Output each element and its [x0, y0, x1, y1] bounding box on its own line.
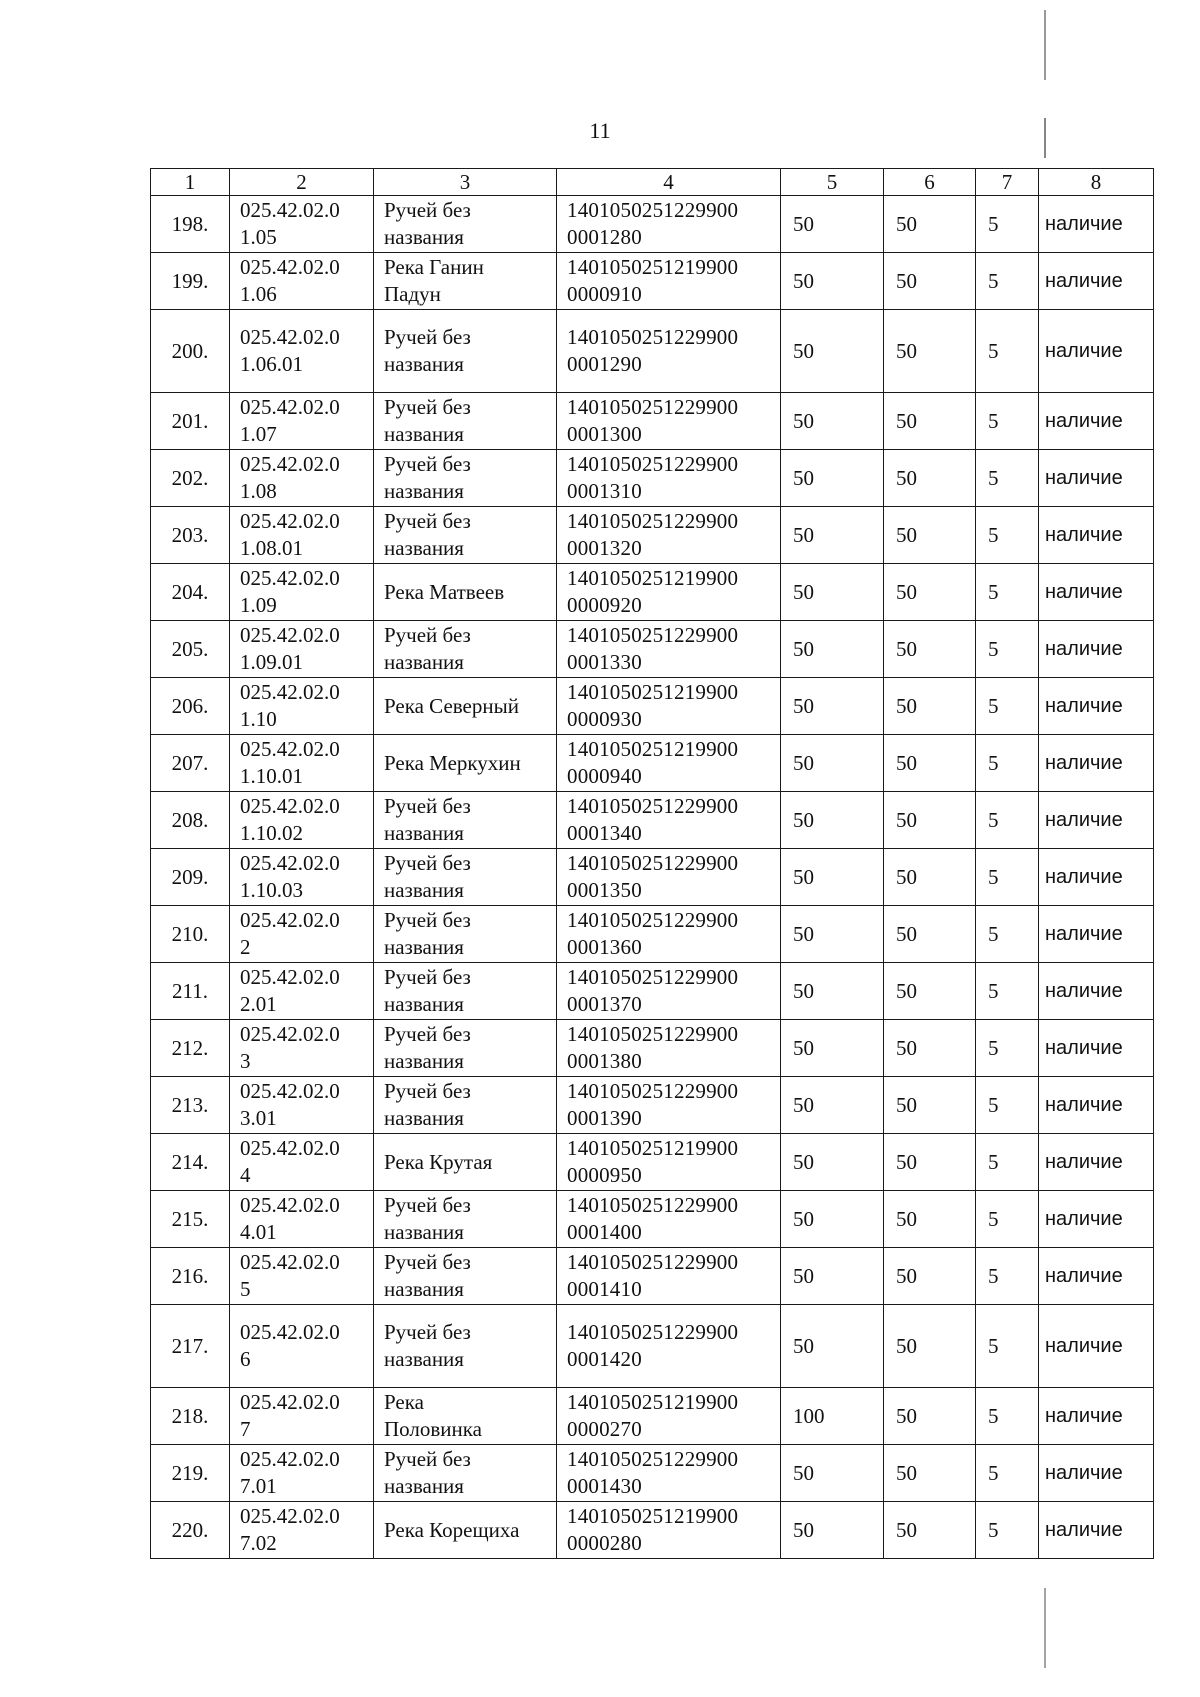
- header-col-7: 7: [976, 169, 1039, 196]
- row-number-cell: 206.: [151, 678, 230, 735]
- row-number-cell: 219.: [151, 1445, 230, 1502]
- table-row: [151, 963, 1154, 1020]
- object-code-cell: 025.42.02.0 2.01: [230, 963, 374, 1020]
- object-code-cell: 025.42.02.0 5: [230, 1248, 374, 1305]
- status-cell: наличие: [1039, 507, 1154, 564]
- registry-code-cell: 1401050251229900 0001290: [557, 310, 781, 393]
- table-row: [151, 1248, 1154, 1305]
- object-code-cell: 025.42.02.0 2: [230, 906, 374, 963]
- row-number-cell: 204.: [151, 564, 230, 621]
- registry-code-cell: 1401050251219900 0000270: [557, 1388, 781, 1445]
- water-body-name-cell: Река Крутая: [374, 1134, 557, 1191]
- table-row: [151, 450, 1154, 507]
- water-body-name-cell: Ручей без названия: [374, 621, 557, 678]
- table-row: [151, 1445, 1154, 1502]
- col-6-value-cell: 50: [884, 963, 976, 1020]
- water-body-name-cell: Ручей без названия: [374, 1020, 557, 1077]
- water-body-name-cell: Ручей без названия: [374, 1248, 557, 1305]
- status-cell: наличие: [1039, 564, 1154, 621]
- water-body-name-cell: Река Матвеев: [374, 564, 557, 621]
- col-7-value-cell: 5: [976, 735, 1039, 792]
- col-7-value-cell: 5: [976, 1388, 1039, 1445]
- row-number-cell: 212.: [151, 1020, 230, 1077]
- col-6-value-cell: 50: [884, 1248, 976, 1305]
- col-5-value-cell: 50: [781, 963, 884, 1020]
- status-cell: наличие: [1039, 1134, 1154, 1191]
- status-cell: наличие: [1039, 1445, 1154, 1502]
- header-col-2: 2: [230, 169, 374, 196]
- row-number-cell: 205.: [151, 621, 230, 678]
- col-6-value-cell: 50: [884, 1191, 976, 1248]
- col-6-value-cell: 50: [884, 1445, 976, 1502]
- row-number-cell: 213.: [151, 1077, 230, 1134]
- scan-mark-upper: [1044, 118, 1046, 158]
- col-6-value-cell: 50: [884, 678, 976, 735]
- header-col-8: 8: [1039, 169, 1154, 196]
- table-row: [151, 849, 1154, 906]
- object-code-cell: 025.42.02.0 3.01: [230, 1077, 374, 1134]
- col-6-value-cell: 50: [884, 196, 976, 253]
- water-body-name-cell: Ручей без названия: [374, 792, 557, 849]
- registry-code-cell: 1401050251219900 0000920: [557, 564, 781, 621]
- col-7-value-cell: 5: [976, 1502, 1039, 1559]
- col-6-value-cell: 50: [884, 393, 976, 450]
- row-number-cell: 210.: [151, 906, 230, 963]
- col-6-value-cell: 50: [884, 1020, 976, 1077]
- table-row: [151, 1020, 1154, 1077]
- object-code-cell: 025.42.02.0 7.02: [230, 1502, 374, 1559]
- water-body-name-cell: Река Половинка: [374, 1388, 557, 1445]
- col-5-value-cell: 50: [781, 196, 884, 253]
- col-5-value-cell: 50: [781, 1248, 884, 1305]
- object-code-cell: 025.42.02.0 3: [230, 1020, 374, 1077]
- water-body-name-cell: Ручей без названия: [374, 310, 557, 393]
- table-row: [151, 1077, 1154, 1134]
- status-cell: наличие: [1039, 963, 1154, 1020]
- object-code-cell: 025.42.02.0 1.08.01: [230, 507, 374, 564]
- col-7-value-cell: 5: [976, 792, 1039, 849]
- registry-code-cell: 1401050251229900 0001280: [557, 196, 781, 253]
- page-number: 11: [589, 118, 611, 143]
- registry-code-cell: 1401050251229900 0001330: [557, 621, 781, 678]
- row-number-cell: 216.: [151, 1248, 230, 1305]
- col-6-value-cell: 50: [884, 450, 976, 507]
- scan-mark-bottom: [1044, 1588, 1046, 1668]
- water-body-name-cell: Ручей без названия: [374, 196, 557, 253]
- col-6-value-cell: 50: [884, 735, 976, 792]
- col-5-value-cell: 50: [781, 253, 884, 310]
- object-code-cell: 025.42.02.0 1.09.01: [230, 621, 374, 678]
- status-cell: наличие: [1039, 906, 1154, 963]
- header-col-3: 3: [374, 169, 557, 196]
- registry-code-cell: 1401050251229900 0001400: [557, 1191, 781, 1248]
- col-7-value-cell: 5: [976, 450, 1039, 507]
- object-code-cell: 025.42.02.0 1.08: [230, 450, 374, 507]
- registry-code-cell: 1401050251219900 0000910: [557, 253, 781, 310]
- col-7-value-cell: 5: [976, 253, 1039, 310]
- col-7-value-cell: 5: [976, 906, 1039, 963]
- col-7-value-cell: 5: [976, 849, 1039, 906]
- water-body-name-cell: Ручей без названия: [374, 507, 557, 564]
- registry-code-cell: 1401050251219900 0000280: [557, 1502, 781, 1559]
- col-6-value-cell: 50: [884, 507, 976, 564]
- table-row: [151, 310, 1154, 393]
- col-6-value-cell: 50: [884, 564, 976, 621]
- object-code-cell: 025.42.02.0 6: [230, 1305, 374, 1388]
- water-body-name-cell: Ручей без названия: [374, 1191, 557, 1248]
- header-col-5: 5: [781, 169, 884, 196]
- rivers-table: [150, 168, 1154, 1559]
- col-5-value-cell: 100: [781, 1388, 884, 1445]
- registry-code-cell: 1401050251229900 0001310: [557, 450, 781, 507]
- water-body-name-cell: Ручей без названия: [374, 1445, 557, 1502]
- col-5-value-cell: 50: [781, 1502, 884, 1559]
- object-code-cell: 025.42.02.0 4.01: [230, 1191, 374, 1248]
- row-number-cell: 198.: [151, 196, 230, 253]
- status-cell: наличие: [1039, 393, 1154, 450]
- table-header-row: [151, 169, 1154, 196]
- water-body-name-cell: Ручей без названия: [374, 849, 557, 906]
- registry-code-cell: 1401050251229900 0001410: [557, 1248, 781, 1305]
- col-5-value-cell: 50: [781, 1077, 884, 1134]
- object-code-cell: 025.42.02.0 1.06: [230, 253, 374, 310]
- water-body-name-cell: Ручей без названия: [374, 450, 557, 507]
- table-row: [151, 1305, 1154, 1388]
- col-5-value-cell: 50: [781, 1020, 884, 1077]
- water-body-name-cell: Ручей без названия: [374, 906, 557, 963]
- row-number-cell: 208.: [151, 792, 230, 849]
- table-row: [151, 253, 1154, 310]
- col-5-value-cell: 50: [781, 735, 884, 792]
- col-5-value-cell: 50: [781, 310, 884, 393]
- object-code-cell: 025.42.02.0 1.10.02: [230, 792, 374, 849]
- row-number-cell: 215.: [151, 1191, 230, 1248]
- col-7-value-cell: 5: [976, 963, 1039, 1020]
- col-5-value-cell: 50: [781, 564, 884, 621]
- object-code-cell: 025.42.02.0 1.07: [230, 393, 374, 450]
- water-body-name-cell: Ручей без названия: [374, 1077, 557, 1134]
- row-number-cell: 218.: [151, 1388, 230, 1445]
- registry-code-cell: 1401050251219900 0000950: [557, 1134, 781, 1191]
- water-body-name-cell: Ручей без названия: [374, 963, 557, 1020]
- col-5-value-cell: 50: [781, 849, 884, 906]
- table-row: [151, 621, 1154, 678]
- col-5-value-cell: 50: [781, 792, 884, 849]
- registry-code-cell: 1401050251229900 0001420: [557, 1305, 781, 1388]
- col-7-value-cell: 5: [976, 507, 1039, 564]
- table-row: [151, 1134, 1154, 1191]
- registry-code-cell: 1401050251229900 0001380: [557, 1020, 781, 1077]
- object-code-cell: 025.42.02.0 1.09: [230, 564, 374, 621]
- status-cell: наличие: [1039, 1191, 1154, 1248]
- row-number-cell: 220.: [151, 1502, 230, 1559]
- table-row: [151, 507, 1154, 564]
- row-number-cell: 214.: [151, 1134, 230, 1191]
- col-6-value-cell: 50: [884, 906, 976, 963]
- col-7-value-cell: 5: [976, 310, 1039, 393]
- col-6-value-cell: 50: [884, 1502, 976, 1559]
- table-row: [151, 1191, 1154, 1248]
- status-cell: наличие: [1039, 253, 1154, 310]
- col-6-value-cell: 50: [884, 1305, 976, 1388]
- status-cell: наличие: [1039, 621, 1154, 678]
- status-cell: наличие: [1039, 1077, 1154, 1134]
- col-6-value-cell: 50: [884, 1077, 976, 1134]
- header-col-6: 6: [884, 169, 976, 196]
- scan-mark-top: [1044, 10, 1046, 80]
- status-cell: наличие: [1039, 310, 1154, 393]
- col-5-value-cell: 50: [781, 450, 884, 507]
- col-7-value-cell: 5: [976, 1305, 1039, 1388]
- registry-code-cell: 1401050251229900 0001300: [557, 393, 781, 450]
- row-number-cell: 209.: [151, 849, 230, 906]
- row-number-cell: 200.: [151, 310, 230, 393]
- registry-code-cell: 1401050251219900 0000930: [557, 678, 781, 735]
- col-5-value-cell: 50: [781, 507, 884, 564]
- registry-code-cell: 1401050251229900 0001360: [557, 906, 781, 963]
- registry-code-cell: 1401050251229900 0001350: [557, 849, 781, 906]
- status-cell: наличие: [1039, 1502, 1154, 1559]
- col-5-value-cell: 50: [781, 1445, 884, 1502]
- col-5-value-cell: 50: [781, 1191, 884, 1248]
- col-6-value-cell: 50: [884, 310, 976, 393]
- water-body-name-cell: Река Меркухин: [374, 735, 557, 792]
- row-number-cell: 199.: [151, 253, 230, 310]
- col-6-value-cell: 50: [884, 253, 976, 310]
- registry-code-cell: 1401050251229900 0001430: [557, 1445, 781, 1502]
- row-number-cell: 211.: [151, 963, 230, 1020]
- registry-code-cell: 1401050251229900 0001340: [557, 792, 781, 849]
- water-body-name-cell: Ручей без названия: [374, 393, 557, 450]
- col-6-value-cell: 50: [884, 792, 976, 849]
- status-cell: наличие: [1039, 849, 1154, 906]
- col-7-value-cell: 5: [976, 196, 1039, 253]
- status-cell: наличие: [1039, 735, 1154, 792]
- status-cell: наличие: [1039, 1020, 1154, 1077]
- registry-code-cell: 1401050251229900 0001320: [557, 507, 781, 564]
- col-7-value-cell: 5: [976, 1134, 1039, 1191]
- col-6-value-cell: 50: [884, 1388, 976, 1445]
- col-5-value-cell: 50: [781, 1305, 884, 1388]
- status-cell: наличие: [1039, 196, 1154, 253]
- col-6-value-cell: 50: [884, 621, 976, 678]
- table-body: [151, 196, 1154, 1559]
- col-6-value-cell: 50: [884, 1134, 976, 1191]
- table-row: [151, 906, 1154, 963]
- col-7-value-cell: 5: [976, 1191, 1039, 1248]
- row-number-cell: 207.: [151, 735, 230, 792]
- status-cell: наличие: [1039, 450, 1154, 507]
- table-row: [151, 735, 1154, 792]
- col-5-value-cell: 50: [781, 906, 884, 963]
- registry-code-cell: 1401050251219900 0000940: [557, 735, 781, 792]
- water-body-name-cell: Река Ганин Падун: [374, 253, 557, 310]
- table-row: [151, 678, 1154, 735]
- table-row: [151, 1388, 1154, 1445]
- status-cell: наличие: [1039, 1248, 1154, 1305]
- col-7-value-cell: 5: [976, 1248, 1039, 1305]
- status-cell: наличие: [1039, 1388, 1154, 1445]
- object-code-cell: 025.42.02.0 1.06.01: [230, 310, 374, 393]
- table-row: [151, 393, 1154, 450]
- header-col-1: 1: [151, 169, 230, 196]
- object-code-cell: 025.42.02.0 4: [230, 1134, 374, 1191]
- col-5-value-cell: 50: [781, 678, 884, 735]
- status-cell: наличие: [1039, 1305, 1154, 1388]
- water-body-name-cell: Ручей без названия: [374, 1305, 557, 1388]
- status-cell: наличие: [1039, 678, 1154, 735]
- col-7-value-cell: 5: [976, 1445, 1039, 1502]
- table-row: [151, 196, 1154, 253]
- col-5-value-cell: 50: [781, 1134, 884, 1191]
- col-6-value-cell: 50: [884, 849, 976, 906]
- water-body-name-cell: Река Корещиха: [374, 1502, 557, 1559]
- object-code-cell: 025.42.02.0 7: [230, 1388, 374, 1445]
- col-7-value-cell: 5: [976, 393, 1039, 450]
- row-number-cell: 202.: [151, 450, 230, 507]
- col-7-value-cell: 5: [976, 564, 1039, 621]
- registry-code-cell: 1401050251229900 0001390: [557, 1077, 781, 1134]
- col-5-value-cell: 50: [781, 621, 884, 678]
- col-7-value-cell: 5: [976, 678, 1039, 735]
- col-5-value-cell: 50: [781, 393, 884, 450]
- water-body-name-cell: Река Северный: [374, 678, 557, 735]
- status-cell: наличие: [1039, 792, 1154, 849]
- header-col-4: 4: [557, 169, 781, 196]
- row-number-cell: 201.: [151, 393, 230, 450]
- registry-code-cell: 1401050251229900 0001370: [557, 963, 781, 1020]
- object-code-cell: 025.42.02.0 1.10.01: [230, 735, 374, 792]
- row-number-cell: 203.: [151, 507, 230, 564]
- table-row: [151, 1502, 1154, 1559]
- col-7-value-cell: 5: [976, 1020, 1039, 1077]
- col-7-value-cell: 5: [976, 1077, 1039, 1134]
- table-row: [151, 564, 1154, 621]
- object-code-cell: 025.42.02.0 1.05: [230, 196, 374, 253]
- col-7-value-cell: 5: [976, 621, 1039, 678]
- row-number-cell: 217.: [151, 1305, 230, 1388]
- object-code-cell: 025.42.02.0 1.10.03: [230, 849, 374, 906]
- object-code-cell: 025.42.02.0 1.10: [230, 678, 374, 735]
- object-code-cell: 025.42.02.0 7.01: [230, 1445, 374, 1502]
- table-row: [151, 792, 1154, 849]
